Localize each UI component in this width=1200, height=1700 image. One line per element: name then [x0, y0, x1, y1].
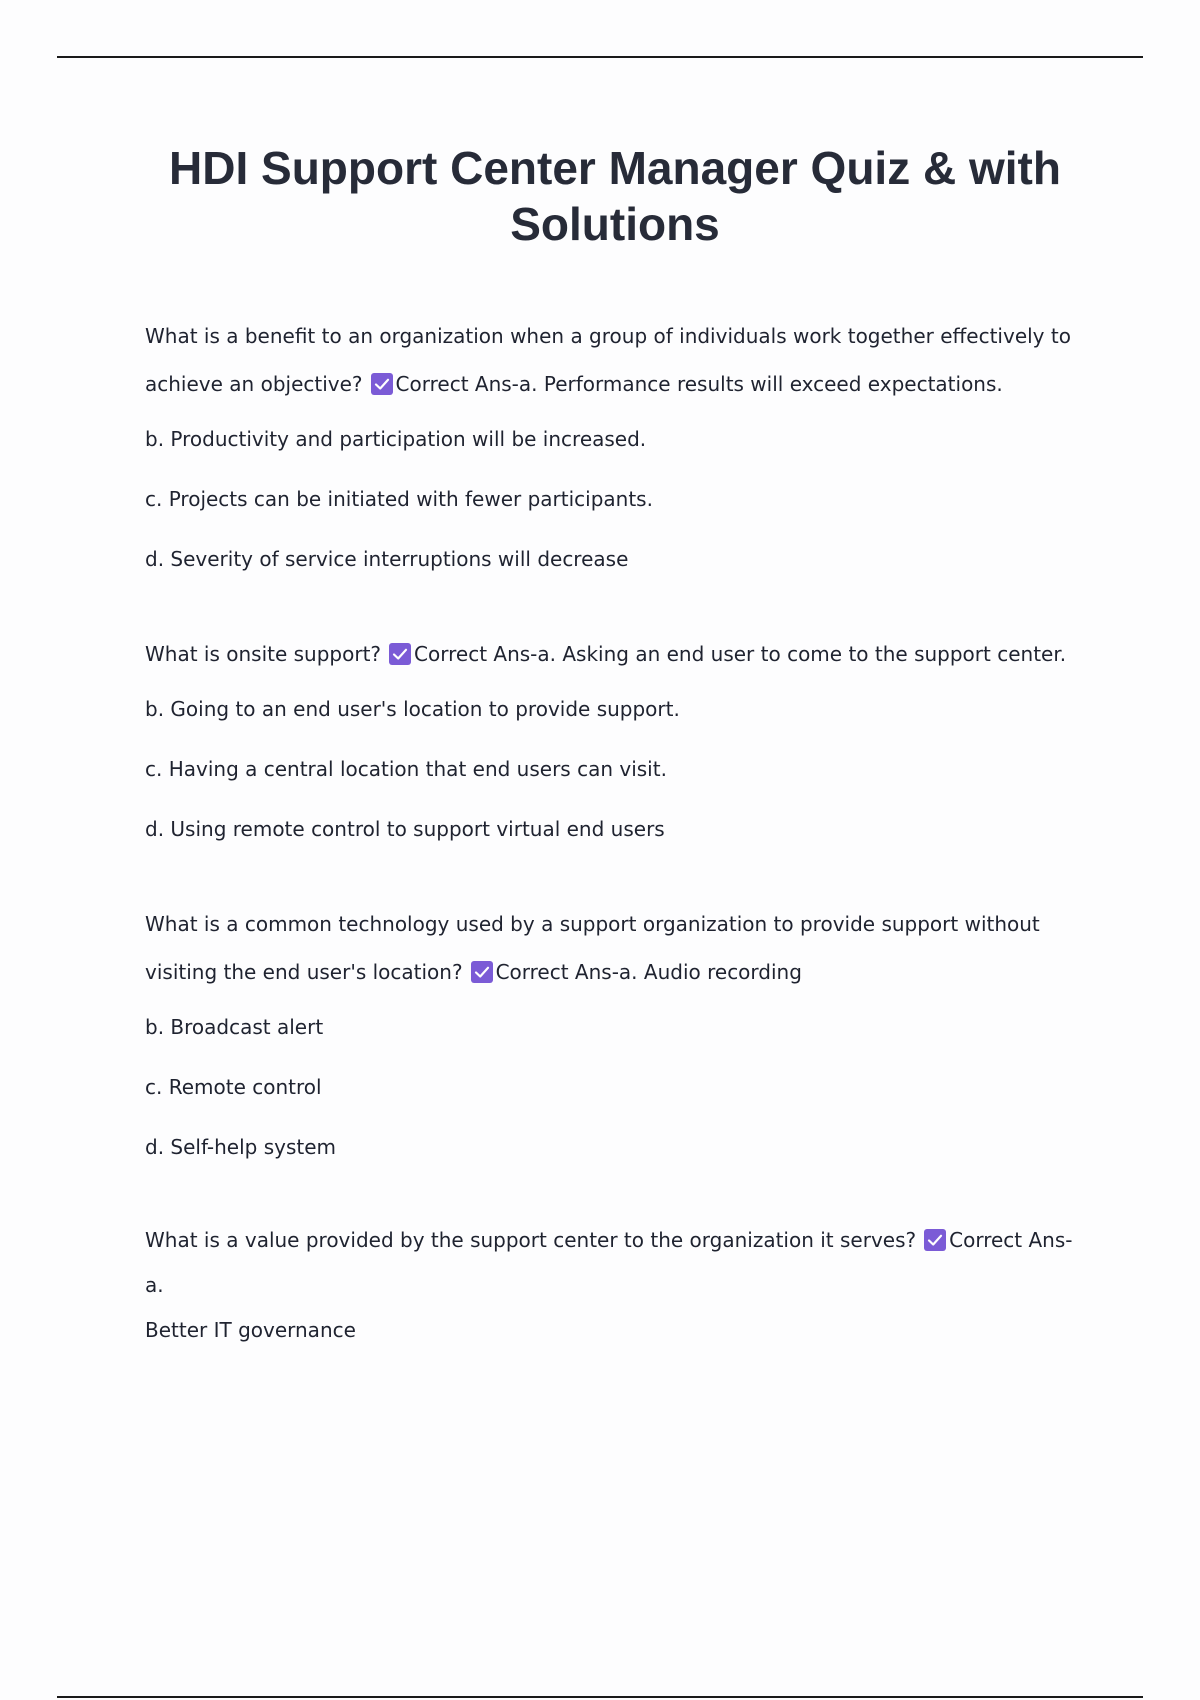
check-box-icon — [924, 1229, 946, 1251]
question-block-2 — [145, 630, 1075, 844]
question-text — [145, 312, 1075, 360]
question-block-4 — [145, 1218, 1075, 1353]
answer-option: c. Projects can be initiated with fewer participants. — [145, 487, 653, 511]
check-box-icon — [371, 373, 393, 395]
question-block-3 — [145, 900, 1075, 1162]
correct-answer: Correct Ans-a. Audio recording — [495, 960, 802, 984]
question-line: visiting the end user's location? — [145, 960, 463, 984]
correct-answer: Correct Ans-a. Performance results will exceed expectations. — [395, 372, 1003, 396]
question-text — [145, 948, 1075, 996]
question-line: What is a common technology used by a support organization to provide support without — [145, 912, 1040, 936]
question-text — [145, 630, 1075, 678]
check-box-icon — [389, 643, 411, 665]
question-text — [145, 900, 1075, 948]
answer-option: c. Remote control — [145, 1075, 322, 1099]
question-line: What is a benefit to an organization when a group of individuals work together effectively to — [145, 324, 1071, 348]
answer-option: b. Broadcast alert — [145, 1015, 324, 1039]
answer-option: d. Using remote control to support virtual end users — [145, 817, 665, 841]
quiz-content — [145, 312, 1075, 1353]
answer-option: b. Productivity and participation will be increased. — [145, 427, 647, 451]
footer-rule — [57, 1696, 1143, 1698]
question-text — [145, 360, 1075, 408]
header-rule — [57, 56, 1143, 58]
answer-option: b. Going to an end user's location to provide support. — [145, 697, 680, 721]
page-title: HDI Support Center Manager Quiz & with Solutions — [169, 142, 1061, 250]
correct-answer-continued: Better IT governance — [145, 1318, 356, 1342]
question-block-1 — [145, 312, 1075, 574]
answer-option: d. Severity of service interruptions will decrease — [145, 547, 629, 571]
question-line: What is onsite support? — [145, 642, 382, 666]
correct-answer: Correct Ans-a. Asking an end user to come to the support center. — [414, 642, 1067, 666]
answer-option: d. Self-help system — [145, 1135, 337, 1159]
question-line: What is a value provided by the support center to the organization it serves? — [145, 1228, 917, 1252]
correct-answer: Correct Ans-a. — [145, 1228, 1073, 1297]
question-line: achieve an objective? — [145, 372, 363, 396]
answer-option: c. Having a central location that end users can visit. — [145, 757, 667, 781]
question-text — [145, 1218, 1075, 1308]
check-box-icon — [471, 961, 493, 983]
